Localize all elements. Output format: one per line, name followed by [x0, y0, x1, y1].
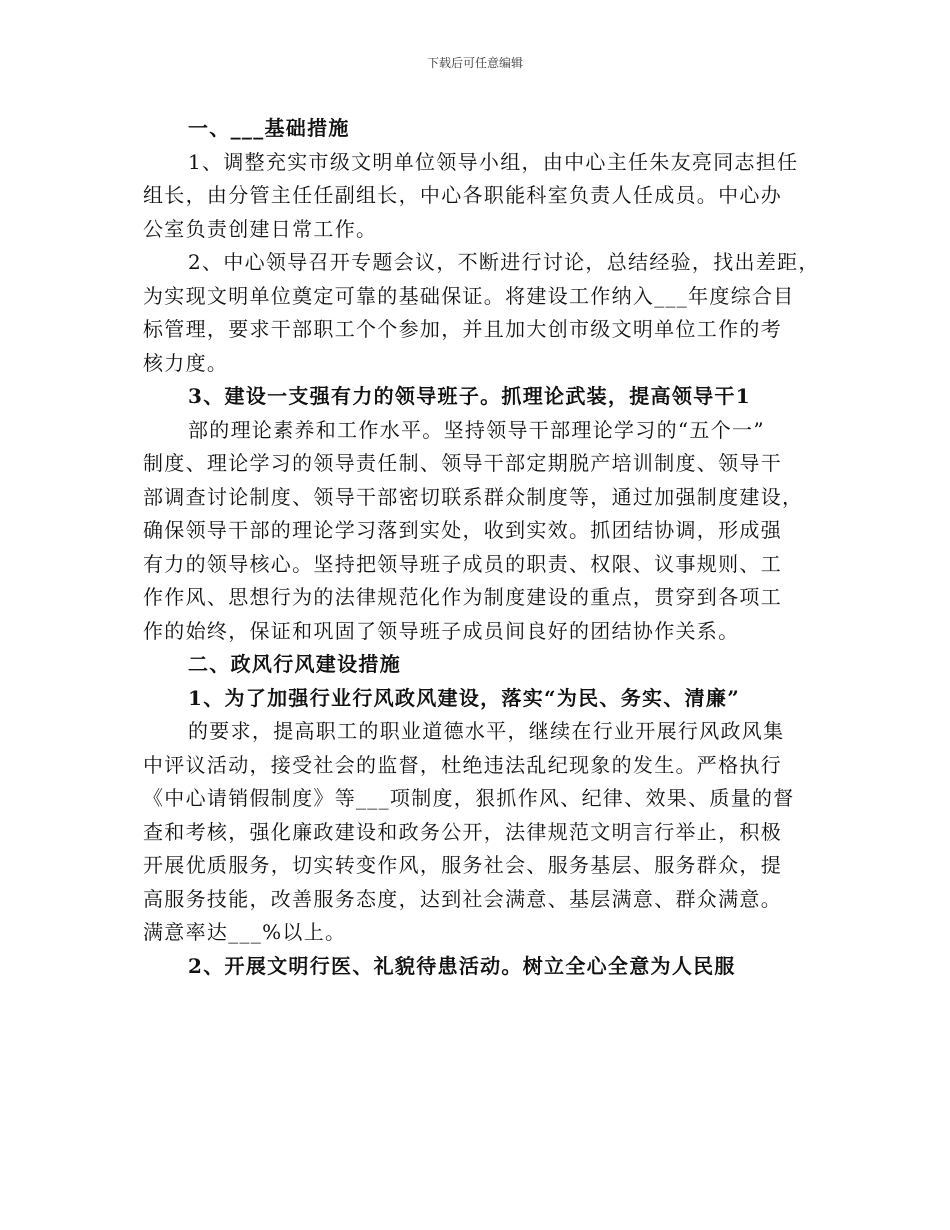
- doc-line: 查和考核，强化廉政建设和政务公开，法律规范文明言行举止，积极: [143, 819, 782, 844]
- doc-line: 作作风、思想行为的法律规范化作为制度建设的重点，贯穿到各项工: [143, 585, 782, 609]
- doc-line: 开展优质服务，切实转变作风，服务社会、服务基层、服务群众，提: [143, 853, 782, 877]
- doc-line: 1、为了加强行业行风政风建设，落实“为民、务实、清廉”: [188, 685, 741, 710]
- doc-line: 中评议活动，接受社会的监督，杜绝违法乱纪现象的发生。严格执行: [143, 752, 782, 777]
- doc-line: 部的理论素养和工作水平。坚持领导干部理论学习的“五个一”: [188, 417, 765, 442]
- doc-line: 制度、理论学习的领导责任制、领导干部定期脱产培训制度、领导干: [143, 451, 782, 475]
- doc-line: 部调查讨论制度、领导干部密切联系群众制度等，通过加强制度建设，: [143, 484, 804, 509]
- doc-line: 作的始终，保证和巩固了领导班子成员间良好的团结协作关系。: [143, 618, 740, 643]
- doc-line: 1、调整充实市级文明单位领导小组，由中心主任朱友亮同志担任: [188, 149, 799, 174]
- doc-line: 组长，由分管主任任副组长，中心各职能科室负责人任成员。中心办: [143, 183, 782, 207]
- doc-line: 高服务技能，改善服务态度，达到社会满意、基层满意、群众满意。: [143, 886, 782, 911]
- doc-line: 确保领导干部的理论学习落到实处，收到实效。抓团结协调，形成强: [143, 518, 782, 542]
- doc-line: 一、___基础措施: [188, 116, 350, 140]
- doc-line: 有力的领导核心。坚持把领导班子成员的职责、权限、议事规则、工: [143, 551, 782, 576]
- doc-line: 2、开展文明行医、礼貌待患活动。树立全心全意为人民服: [188, 953, 736, 978]
- doc-line: 标管理，要求干部职工个个参加，并且加大创市级文明单位工作的考: [143, 317, 782, 341]
- document-body: [143, 112, 823, 983]
- page-header: 下载后可任意编辑: [426, 56, 523, 70]
- doc-line: 为实现文明单位奠定可靠的基础保证。将建设工作纳入___年度综合目: [143, 283, 795, 308]
- doc-line: 满意率达___%以上。: [143, 920, 347, 944]
- doc-line: 2、中心领导召开专题会议，不断进行讨论，总结经验，找出差距，: [188, 250, 820, 274]
- doc-line: 的要求，提高职工的职业道德水平，继续在行业开展行风政风集: [188, 719, 785, 743]
- doc-line: 公室负责创建日常工作。: [143, 216, 378, 241]
- doc-line: 二、政风行风建设措施: [188, 652, 401, 676]
- doc-line: 《中心请销假制度》等___项制度，狠抓作风、纪律、效果、质量的督: [143, 786, 795, 810]
- doc-line: 核力度。: [143, 350, 229, 375]
- doc-line: 3、建设一支强有力的领导班子。抓理论武装，提高领导干1: [188, 384, 751, 408]
